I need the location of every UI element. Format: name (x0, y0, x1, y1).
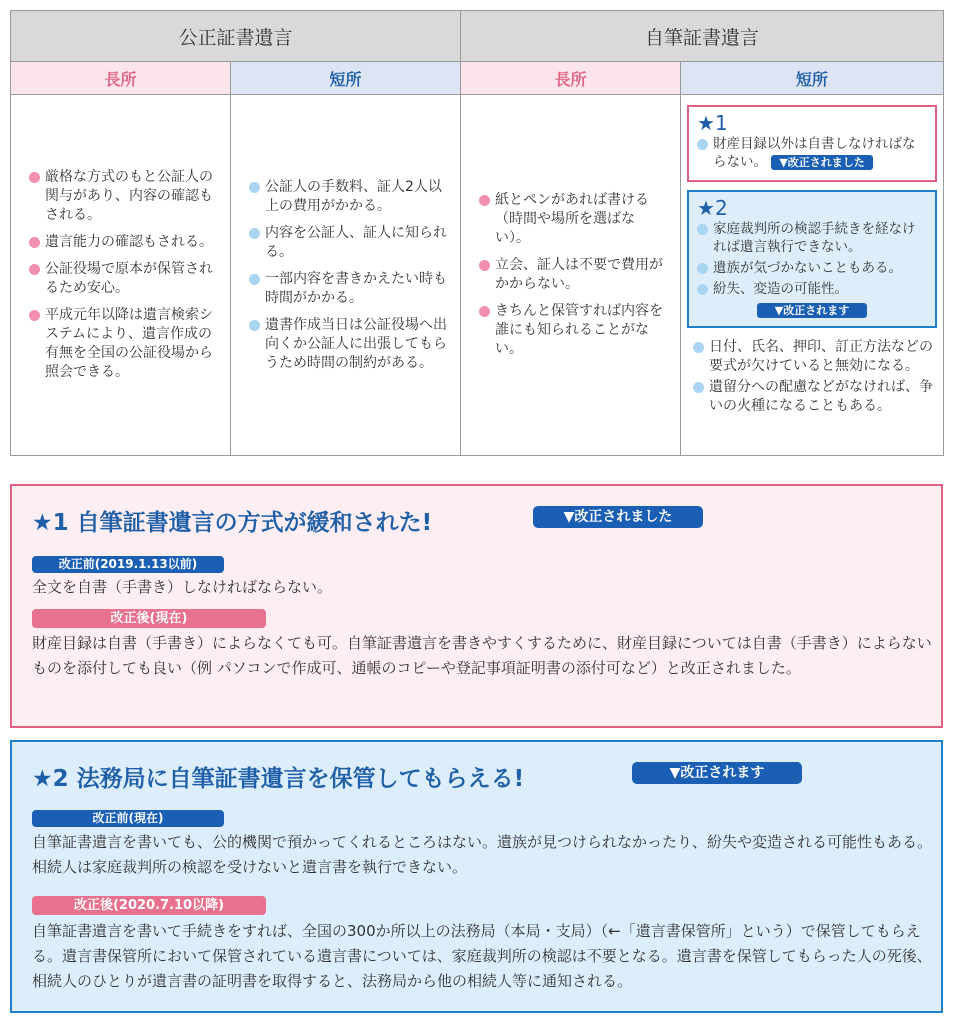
star2-list (697, 220, 927, 298)
star1-tag: ★1 (697, 111, 728, 135)
revision-panel-1 (10, 484, 943, 728)
star2-tag: ★2 (697, 196, 728, 220)
panel2-before-text: 自筆証書遺言を書いても、公的機関で預かってくれるところはない。遺族が見つけられなかったり、紛失や変造される可能性もある。相続人は家庭裁判所の検認を受けないと遺言書を執行できない。 (32, 833, 933, 876)
list-item: 遺書作成当日は公証役場へ出向くか公証人に出張してもらうため時間の制約がある。 (249, 316, 448, 373)
panel2-before-label: 改正前(現在) (32, 810, 224, 827)
to-be-revised-badge: ▼改正されます (757, 303, 867, 318)
list-item: 紙とペンがあれば書ける（時間や場所を選ばない）。 (479, 191, 668, 248)
subheader-kousei-pro: 長所 (11, 62, 231, 95)
header-jihitsu: 自筆証書遺言 (461, 11, 944, 62)
panel1-after-text: 財産目録は自書（手書き）によらなくても可。自筆証書遺言を書きやすくするために、財産目録については自書（手書き）によらないものを添付しても良い（例 パソコンで作成可、通帳のコピーや登記事項証明書の添付可など）と改正されました。 (32, 634, 932, 677)
kousei-cons-cell (231, 95, 461, 456)
subheader-kousei-con: 短所 (231, 62, 461, 95)
panel1-title: ★1 自筆証書遺言の方式が緩和された! (32, 510, 433, 536)
star1-item-text: 財産目録以外は自書しなければならない。 (713, 136, 916, 170)
comparison-table (10, 10, 944, 456)
list-item: 厳格な方式のもと公証人の関与があり、内容の確認もされる。 (29, 168, 218, 225)
list-item: 立会、証人は不要で費用がかからない。 (479, 256, 668, 294)
subheader-jihitsu-con: 短所 (681, 62, 944, 95)
jihitsu-cons-cell (681, 95, 944, 456)
revised-badge: ▼改正されました (771, 155, 872, 170)
header-kousei: 公正証書遺言 (11, 11, 461, 62)
panel2-after-text: 自筆証書遺言を書いて手続きをすれば、全国の300か所以上の法務局（本局・支局）（←「遺言書保管所」という）で保管してもらえる。遺言書保管所において保管されている遺言書については、家庭裁判所の検認は不要となる。遺言書を保管してもらった人の死後、相続人のひとりが遺言書の証明書を取得すると、法務局から他の相続人等に通知される。 (32, 922, 932, 990)
star1-box (687, 105, 937, 182)
list-item: 家庭裁判所の検認手続きを経なければ遺言執行できない。 (697, 220, 927, 256)
list-item (697, 135, 927, 171)
jihitsu-pros-list (479, 191, 668, 359)
list-item: 平成元年以降は遺言検索システムにより、遺言作成の有無を全国の公証役場から照会できる。 (29, 306, 218, 382)
panel1-badge: ▼改正されました (533, 506, 703, 528)
list-item: 内容を公証人、証人に知られる。 (249, 224, 448, 262)
subheader-jihitsu-pro: 長所 (461, 62, 681, 95)
panel1-before-label: 改正前(2019.1.13以前) (32, 556, 224, 573)
list-item: きちんと保管すれば内容を誰にも知られることがない。 (479, 302, 668, 359)
kousei-pros-list (29, 168, 218, 382)
jihitsu-cons-other-list (693, 338, 937, 416)
list-item: 紛失、変造の可能性。 (697, 280, 927, 298)
panel2-title: ★2 法務局に自筆証書遺言を保管してもらえる! (32, 766, 525, 792)
list-item: 遺留分への配慮などがなければ、争いの火種になることもある。 (693, 378, 937, 416)
kousei-cons-list (249, 178, 448, 373)
panel2-badge: ▼改正されます (632, 762, 802, 784)
revision-panel-2 (10, 740, 943, 1013)
star2-box (687, 190, 937, 328)
list-item: 遺言能力の確認もされる。 (29, 233, 218, 252)
list-item: 一部内容を書きかえたい時も時間がかかる。 (249, 270, 448, 308)
kousei-pros-cell (11, 95, 231, 456)
jihitsu-pros-cell (461, 95, 681, 456)
list-item: 遺族が気づかないこともある。 (697, 259, 927, 277)
panel2-after-label: 改正後(2020.7.10以降) (32, 896, 266, 915)
panel1-before-text: 全文を自書（手書き）しなければならない。 (32, 578, 333, 596)
panel1-after-label: 改正後(現在) (32, 609, 266, 628)
list-item: 公証人の手数料、証人2人以上の費用がかかる。 (249, 178, 448, 216)
list-item: 日付、氏名、押印、訂正方法などの要式が欠けていると無効になる。 (693, 338, 937, 376)
star1-list (697, 135, 927, 171)
list-item: 公証役場で原本が保管されるため安心。 (29, 260, 218, 298)
